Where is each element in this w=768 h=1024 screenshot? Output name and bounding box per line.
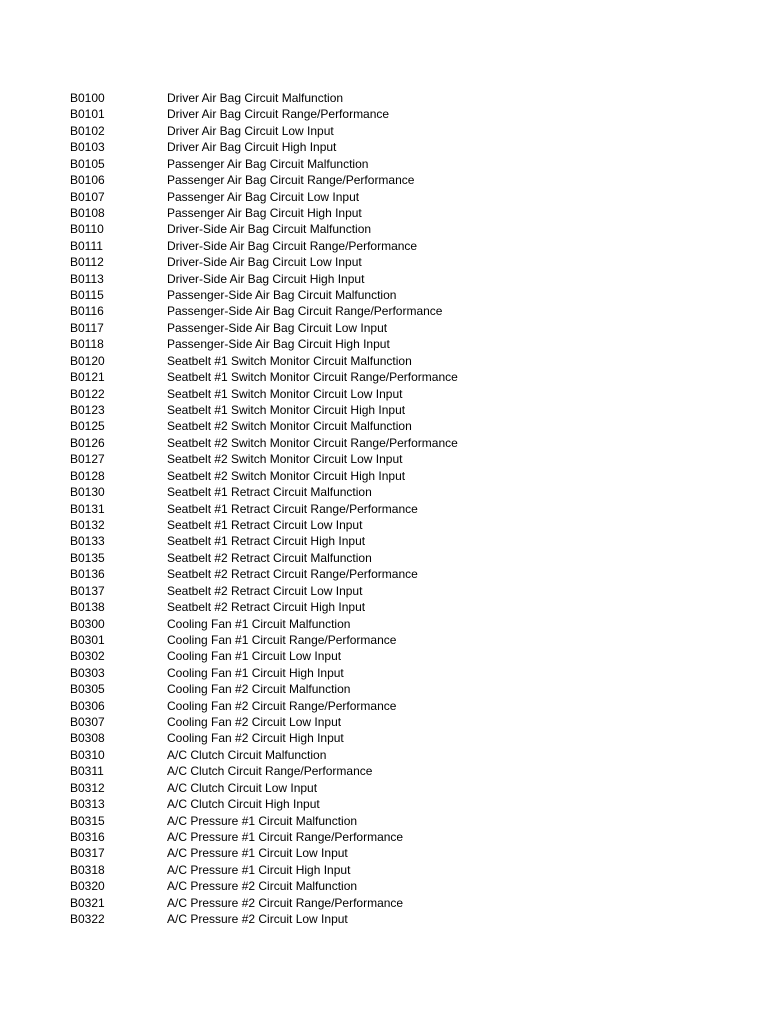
table-row: [70, 156, 710, 172]
code-cell: B0135: [70, 550, 105, 565]
code-cell: B0118: [70, 337, 104, 352]
code-cell: B0305: [70, 682, 105, 697]
code-table: [70, 90, 710, 928]
table-row: [70, 254, 710, 270]
description-cell: Cooling Fan #1 Circuit Malfunction: [167, 616, 351, 631]
description-cell: Driver Air Bag Circuit High Input: [167, 140, 337, 155]
code-cell: B0116: [70, 304, 104, 319]
description-cell: Seatbelt #2 Retract Circuit Malfunction: [167, 550, 372, 565]
table-row: [70, 533, 710, 549]
table-row: [70, 205, 710, 221]
table-row: [70, 189, 710, 205]
description-cell: Driver-Side Air Bag Circuit Malfunction: [167, 222, 372, 237]
code-cell: B0136: [70, 567, 105, 582]
table-row: [70, 221, 710, 237]
code-cell: B0315: [70, 813, 105, 828]
description-cell: Seatbelt #2 Switch Monitor Circuit Malfunction: [167, 419, 412, 434]
table-row: [70, 501, 710, 517]
description-cell: A/C Pressure #1 Circuit Range/Performance: [167, 829, 404, 844]
description-cell: Driver-Side Air Bag Circuit Range/Performance: [167, 238, 418, 253]
table-row: [70, 139, 710, 155]
description-cell: A/C Pressure #1 Circuit Malfunction: [167, 813, 358, 828]
code-cell: B0128: [70, 468, 105, 483]
description-cell: Cooling Fan #2 Circuit Low Input: [167, 715, 342, 730]
description-cell: Cooling Fan #1 Circuit High Input: [167, 665, 344, 680]
table-row: [70, 271, 710, 287]
description-cell: A/C Clutch Circuit Range/Performance: [167, 764, 373, 779]
code-cell: B0322: [70, 912, 105, 927]
code-cell: B0318: [70, 862, 105, 877]
description-cell: Driver Air Bag Circuit Range/Performance: [167, 107, 390, 122]
table-row: [70, 747, 710, 763]
code-cell: B0100: [70, 91, 105, 105]
description-cell: Seatbelt #1 Switch Monitor Circuit Low Input: [167, 386, 403, 401]
table-row: [70, 845, 710, 861]
table-row: [70, 517, 710, 533]
table-row: [70, 287, 710, 303]
table-row: [70, 484, 710, 500]
description-cell: Cooling Fan #2 Circuit Malfunction: [167, 682, 351, 697]
table-row: [70, 599, 710, 615]
code-cell: B0120: [70, 353, 105, 368]
description-cell: Passenger-Side Air Bag Circuit Low Input: [167, 320, 388, 335]
table-row: [70, 238, 710, 254]
description-cell: Driver Air Bag Circuit Low Input: [167, 123, 334, 138]
code-cell: B0101: [70, 107, 105, 122]
code-cell: B0137: [70, 583, 105, 598]
code-cell: B0303: [70, 665, 105, 680]
code-cell: B0313: [70, 797, 105, 812]
description-cell: A/C Pressure #1 Circuit High Input: [167, 862, 351, 877]
description-cell: Cooling Fan #2 Circuit Range/Performance: [167, 698, 397, 713]
code-cell: B0111: [70, 238, 103, 253]
code-cell: B0131: [70, 501, 105, 516]
table-row: [70, 714, 710, 730]
code-cell: B0302: [70, 649, 105, 664]
table-row: [70, 90, 710, 106]
table-row: [70, 106, 710, 122]
code-cell: B0308: [70, 731, 105, 746]
description-cell: Seatbelt #2 Switch Monitor Circuit Range/Performance: [167, 435, 458, 450]
description-cell: A/C Pressure #2 Circuit Malfunction: [167, 879, 358, 894]
description-cell: Driver-Side Air Bag Circuit Low Input: [167, 255, 362, 270]
description-cell: Driver-Side Air Bag Circuit High Input: [167, 271, 365, 286]
code-cell: B0130: [70, 485, 105, 500]
code-cell: B0108: [70, 205, 105, 220]
description-cell: Seatbelt #1 Retract Circuit Range/Performance: [167, 501, 418, 516]
code-cell: B0317: [70, 846, 105, 861]
code-cell: B0106: [70, 173, 105, 188]
code-cell: B0102: [70, 123, 105, 138]
description-cell: Seatbelt #2 Retract Circuit High Input: [167, 600, 366, 615]
table-row: [70, 813, 710, 829]
description-cell: A/C Clutch Circuit High Input: [167, 797, 320, 812]
code-cell: B0125: [70, 419, 105, 434]
table-row: [70, 451, 710, 467]
description-cell: Seatbelt #1 Retract Circuit High Input: [167, 534, 366, 549]
code-cell: B0103: [70, 140, 105, 155]
table-row: [70, 878, 710, 894]
table-row: [70, 895, 710, 911]
table-row: [70, 681, 710, 697]
table-row: [70, 911, 710, 927]
code-cell: B0138: [70, 600, 105, 615]
code-cell: B0113: [70, 271, 104, 286]
code-cell: B0115: [70, 288, 104, 303]
table-row: [70, 468, 710, 484]
description-cell: A/C Pressure #1 Circuit Low Input: [167, 846, 348, 861]
description-cell: Cooling Fan #1 Circuit Low Input: [167, 649, 342, 664]
table-row: [70, 583, 710, 599]
table-row: [70, 796, 710, 812]
table-row: [70, 780, 710, 796]
table-row: [70, 763, 710, 779]
description-cell: Seatbelt #1 Retract Circuit Malfunction: [167, 485, 372, 500]
code-cell: B0306: [70, 698, 105, 713]
table-row: [70, 829, 710, 845]
table-row: [70, 123, 710, 139]
table-row: [70, 386, 710, 402]
table-row: [70, 402, 710, 418]
table-row: [70, 730, 710, 746]
table-row: [70, 353, 710, 369]
code-cell: B0122: [70, 386, 105, 401]
description-cell: Passenger Air Bag Circuit Malfunction: [167, 156, 369, 171]
table-row: [70, 632, 710, 648]
description-cell: Driver Air Bag Circuit Malfunction: [167, 91, 344, 105]
table-row: [70, 418, 710, 434]
description-cell: Passenger Air Bag Circuit Low Input: [167, 189, 360, 204]
description-cell: Passenger-Side Air Bag Circuit High Input: [167, 337, 390, 352]
code-cell: B0300: [70, 616, 105, 631]
table-row: [70, 698, 710, 714]
table-row: [70, 616, 710, 632]
table-row: [70, 369, 710, 385]
description-cell: Passenger Air Bag Circuit High Input: [167, 205, 362, 220]
code-cell: B0311: [70, 764, 104, 779]
description-cell: A/C Pressure #2 Circuit Range/Performance: [167, 895, 404, 910]
code-cell: B0133: [70, 534, 105, 549]
description-cell: Seatbelt #2 Retract Circuit Low Input: [167, 583, 363, 598]
description-cell: Cooling Fan #1 Circuit Range/Performance: [167, 632, 397, 647]
code-cell: B0105: [70, 156, 105, 171]
code-cell: B0320: [70, 879, 105, 894]
description-cell: Passenger-Side Air Bag Circuit Range/Performance: [167, 304, 443, 319]
code-cell: B0110: [70, 222, 104, 237]
description-cell: Seatbelt #2 Switch Monitor Circuit Low Input: [167, 452, 403, 467]
code-cell: B0321: [70, 895, 105, 910]
table-row: [70, 648, 710, 664]
table-row: [70, 172, 710, 188]
description-cell: A/C Pressure #2 Circuit Low Input: [167, 912, 348, 927]
code-cell: B0310: [70, 747, 105, 762]
table-row: [70, 550, 710, 566]
description-cell: Seatbelt #1 Switch Monitor Circuit Malfunction: [167, 353, 412, 368]
description-cell: A/C Clutch Circuit Malfunction: [167, 747, 327, 762]
code-cell: B0127: [70, 452, 105, 467]
code-cell: B0123: [70, 403, 105, 418]
code-cell: B0316: [70, 829, 105, 844]
description-cell: Seatbelt #2 Retract Circuit Range/Performance: [167, 567, 418, 582]
table-row: [70, 320, 710, 336]
code-cell: B0312: [70, 780, 105, 795]
code-cell: B0121: [70, 370, 105, 385]
code-cell: B0126: [70, 435, 105, 450]
code-cell: B0301: [70, 632, 105, 647]
description-cell: Passenger-Side Air Bag Circuit Malfunction: [167, 288, 397, 303]
table-row: [70, 566, 710, 582]
description-cell: Passenger Air Bag Circuit Range/Performance: [167, 173, 415, 188]
table-row: [70, 435, 710, 451]
description-cell: Seatbelt #1 Switch Monitor Circuit High Input: [167, 403, 406, 418]
table-row: [70, 303, 710, 319]
description-cell: A/C Clutch Circuit Low Input: [167, 780, 318, 795]
description-cell: Cooling Fan #2 Circuit High Input: [167, 731, 344, 746]
description-cell: Seatbelt #1 Retract Circuit Low Input: [167, 517, 363, 532]
description-cell: Seatbelt #2 Switch Monitor Circuit High Input: [167, 468, 406, 483]
table-row: [70, 665, 710, 681]
table-row: [70, 336, 710, 352]
table-row: [70, 862, 710, 878]
description-cell: Seatbelt #1 Switch Monitor Circuit Range/Performance: [167, 370, 458, 385]
code-cell: B0307: [70, 715, 105, 730]
code-cell: B0132: [70, 517, 105, 532]
code-cell: B0117: [70, 320, 104, 335]
code-cell: B0112: [70, 255, 104, 270]
code-cell: B0107: [70, 189, 105, 204]
